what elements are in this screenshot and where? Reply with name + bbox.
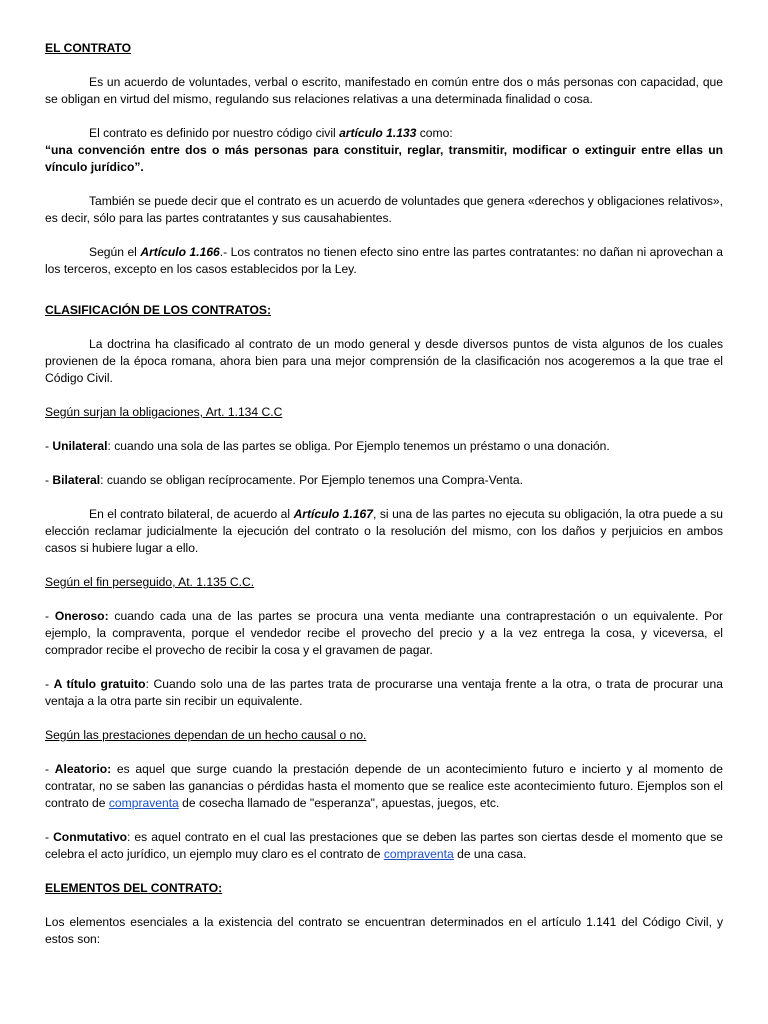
term-oneroso: Oneroso: (54, 609, 109, 623)
text-span: como: (416, 126, 453, 140)
paragraph-articulo-1166 (45, 244, 723, 278)
article-reference: Artículo 1.166 (140, 245, 220, 259)
dash: - (45, 762, 55, 776)
text-span: es aquel que surge cuando la prestación depende de un acontecimiento futuro e incierto y al momento de contratar, no se saben las ganancias o pérdidas hasta el momento que se realice este acontecimiento futuro. Ejemplos son el contrato de (45, 762, 724, 810)
article-reference: artículo 1.133 (339, 126, 417, 140)
article-reference: Artículo 1.167 (293, 507, 374, 521)
text-span: En el contrato bilateral, de acuerdo al (89, 507, 294, 521)
dash: - (45, 609, 55, 623)
text-span: de cosecha llamado de "esperanza", apuestas, juegos, etc. (178, 796, 500, 810)
text-span: Según el (89, 245, 141, 259)
text-span: .- Los contratos no tienen efecto sino entre las partes contratantes: no dañan ni aprovechan a los terceros, excepto en los casos establecidos por la Ley. (45, 245, 724, 276)
dash: - (45, 439, 53, 453)
text-span: cuando cada una de las partes se procura una venta mediante una contraprestación o un equivalente. Por ejemplo, la compraventa, porque el vendedor recibe el provecho del precio y a la vez entrega la cosa, y viceversa, el comprador recibe el provecho de recibir la cosa y el gravamen de pagar. (45, 609, 724, 657)
subheading-fin-perseguido: Según el fin perseguido, At. 1.135 C.C. (45, 575, 255, 589)
section-heading-clasificacion: CLASIFICACIÓN DE LOS CONTRATOS: (45, 303, 271, 317)
text-span: : cuando una sola de las partes se obliga. Por Ejemplo tenemos un préstamo o una donación. (107, 439, 610, 453)
paragraph-codigo-civil (45, 125, 723, 142)
subheading-obligaciones: Según surjan la obligaciones, Art. 1.134 C.C (45, 405, 283, 419)
term-unilateral: Unilateral (52, 439, 108, 453)
item-bilateral (45, 472, 723, 489)
paragraph-doctrina: La doctrina ha clasificado al contrato de un modo general y desde diversos puntos de vista algunos de los cuales provienen de la época romana, ahora bien para una mejor comprensión de la clasificación nos acogeremos a la que trae el Código Civil. (45, 337, 723, 385)
paragraph-derechos: También se puede decir que el contrato es un acuerdo de voluntades que genera «derechos y obligaciones relativos», es decir, sólo para las partes contratantes y sus causahabientes. (45, 194, 723, 225)
paragraph-articulo-1167 (45, 506, 723, 557)
text-span: : cuando se obligan recíprocamente. Por Ejemplo tenemos una Compra-Venta. (100, 473, 523, 487)
dash: - (45, 830, 54, 844)
item-titulo-gratuito (45, 676, 723, 710)
subheading-hecho-causal: Según las prestaciones dependan de un hecho causal o no. (45, 728, 367, 742)
text-span: de una casa. (453, 847, 527, 861)
item-aleatorio (45, 761, 723, 812)
section-heading-el-contrato: EL CONTRATO (45, 41, 132, 55)
dash: - (45, 677, 54, 691)
term-conmutativo: Conmutativo (53, 830, 127, 844)
text-span: : es aquel contrato en el cual las prestaciones que se deben las partes son ciertas desde el momento que se celebra el acto jurídico, un ejemplo muy claro es el contrato de (45, 830, 723, 861)
item-oneroso (45, 608, 723, 659)
definition-quote: “una convención entre dos o más personas para constituir, reglar, transmitir, modificar o extinguir entre ellas un vínculo jurídico”. (45, 143, 723, 174)
text-span: : Cuando solo una de las partes trata de procurarse una ventaja frente a la otra, o trata de procurar una ventaja a la otra parte sin recibir un equivalente. (45, 677, 723, 708)
term-aleatorio: Aleatorio: (54, 762, 112, 776)
paragraph-elementos: Los elementos esenciales a la existencia del contrato se encuentran determinados en el artículo 1.141 del Código Civil, y estos son: (45, 915, 723, 946)
item-conmutativo (45, 829, 723, 863)
text-span: El contrato es definido por nuestro código civil (89, 126, 340, 140)
text-span: , si una de las partes no ejecuta su obligación, la otra puede a su elección reclamar judicialmente la ejecución del contrato o la resolución del mismo, con los daños y perjuicios en ambos casos si hubiere lugar a ello. (45, 507, 723, 555)
compraventa-link[interactable]: compraventa (383, 847, 454, 861)
term-bilateral: Bilateral (52, 473, 101, 487)
dash: - (45, 473, 53, 487)
term-titulo-gratuito: A título gratuito (53, 677, 146, 691)
section-heading-elementos: ELEMENTOS DEL CONTRATO: (45, 881, 223, 895)
document-page (45, 40, 723, 948)
compraventa-link[interactable]: compraventa (108, 796, 179, 810)
item-unilateral (45, 438, 723, 455)
paragraph-definition: Es un acuerdo de voluntades, verbal o escrito, manifestado en común entre dos o más personas con capacidad, que se obligan en virtud del mismo, regulando sus relaciones relativas a una determinada finalidad o cosa. (45, 75, 723, 106)
